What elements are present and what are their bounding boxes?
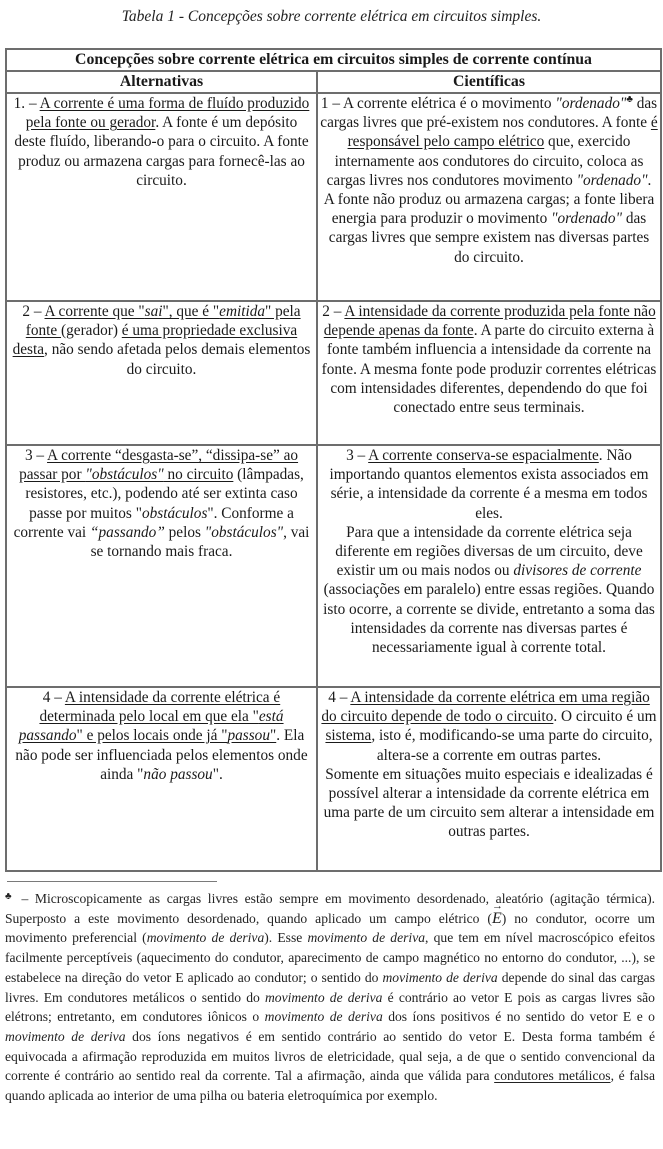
table-row: [6, 687, 661, 871]
cell-text: pelos: [164, 523, 205, 541]
underlined-text: sistema: [325, 727, 372, 745]
cell-text: , vai se tornando mais fraca.: [90, 523, 310, 561]
footnote-text: , que tem em nível macroscópico efeitos facilmente perceptíveis (aquecimento do condutor, aparecimento de campo magnético no entorno do condutor, ...), se estabelece na direção do vetor E aplicado ao condutor; o sentido do: [5, 930, 655, 985]
table-header-row: [6, 71, 661, 93]
underlined-text: é uma propriedade exclusiva desta: [12, 322, 298, 359]
italic-text: está passando: [18, 708, 284, 745]
underlined-text: é responsável pelo campo elétrico: [347, 114, 658, 151]
cell-text: .: [647, 171, 652, 189]
cell-text: A intensidade da corrente elétrica é determinada pelo local em que ela ": [39, 689, 281, 726]
alternative-conception-2: [6, 301, 317, 445]
footnote-text: ). Esse: [264, 930, 308, 946]
cell-text: . A fonte é um depósito deste fluído, liberando-o para o circuito. A fonte produz ou armazena cargas para fornecê-las ao circuito.: [14, 114, 309, 189]
cell-text: (lâmpadas, resistores, etc.), podendo até ser extinta caso passe por muitos ": [25, 466, 304, 522]
underlined-text: A corrente é uma forma de fluído produzido pela fonte ou gerador: [25, 95, 310, 132]
cell-text: . A parte do circuito externa à fonte também influencia a intensidade da corrente na fonte. A mesma fonte pode produzir correntes elétricas com intensidades diferentes, dependendo do que foi conectado entre seus terminais.: [321, 322, 657, 417]
scientific-conception-1: [317, 93, 661, 301]
italic-text: movimento de deriva: [146, 930, 265, 946]
cell-text: ". Conforme a corrente vai: [13, 504, 294, 541]
footnote-marker: ♣: [626, 93, 633, 105]
item-number: 4 –: [42, 689, 65, 706]
footnote-divider: [7, 881, 217, 882]
table-row: [6, 301, 661, 445]
column-header-alternativas: Alternativas: [6, 71, 317, 93]
item-number: 3 –: [24, 447, 48, 464]
cell-text: 1 – A corrente elétrica é o movimento: [320, 95, 556, 112]
cell-text: . Ela não pode ser influenciada pelos elementos onde ainda ": [15, 727, 308, 783]
cell-text: . Não importando quantos elementos exista associados em série, a intensidade da corrente é a mesma em todos eles.: [329, 447, 649, 522]
item-number: 1. –: [13, 95, 40, 112]
table-row: [6, 445, 661, 687]
alternative-conception-1: [6, 93, 317, 301]
cell-text: , não sendo afetada pelos demais elementos do circuito.: [44, 341, 311, 378]
cell-text: no circuito: [163, 466, 234, 484]
cell-text: " e pelos locais onde já ": [76, 727, 228, 745]
underlined-text: A corrente conserva-se espacialmente: [368, 447, 599, 464]
underlined-text: A intensidade da corrente produzida pela fonte não depende apenas da fonte: [323, 303, 656, 340]
underlined-text: condutores metálicos: [494, 1068, 611, 1084]
italic-text: “passando”: [90, 523, 165, 541]
cell-text: A fonte não produz ou armazena cargas; a fonte libera energia para produzir o movimento: [323, 191, 655, 228]
footnote-marker: ♣: [5, 891, 15, 902]
italic-text: movimento de deriva: [5, 1028, 126, 1044]
footnote-text: dos íons negativos é em sentido contrário ao sentido do vetor E. Desta forma também é equivocada a afirmação reproduzida em muitos livros de eletricidade, qual seja, a de que o sentido convencional da corrente é contrário ao sentido real da corrente. Tal a afirmação, ainda que válida para: [5, 1028, 655, 1084]
italic-text: emitida: [219, 303, 266, 320]
scientific-conception-3: [317, 445, 661, 687]
table-title: Concepções sobre corrente elétrica em circuitos simples de corrente contínua: [6, 49, 661, 71]
footnote-text: dos íons positivos é no sentido do vetor E e o: [382, 1009, 655, 1025]
table-title-row: [6, 49, 661, 71]
italic-text: passou: [227, 727, 270, 745]
italic-text: sai: [144, 303, 163, 320]
alternative-conception-3: [6, 445, 317, 687]
scientific-conception-2: [317, 301, 661, 445]
footnote-text: , é falsa quando aplicada ao interior de uma pilha ou bateria eletroquímica por exemplo.: [5, 1068, 655, 1104]
italic-text: obstáculos: [141, 504, 208, 522]
cell-text: das cargas livres que pré-existem nos condutores. A fonte: [320, 95, 658, 132]
cell-text: (gerador): [61, 322, 122, 340]
cell-text: que, exercido internamente aos condutores do circuito, coloca as cargas livres nos condutores movimento: [326, 133, 644, 189]
item-number: 2 –: [322, 303, 345, 320]
italic-text: não passou: [143, 765, 213, 783]
alternative-conception-4: [6, 687, 317, 871]
item-number: 4 –: [328, 689, 351, 706]
footnote-text: é contrário ao vetor E pois as cargas livres são elétrons; entretanto, em condutores iônicos o: [5, 989, 655, 1025]
scientific-conception-4: [317, 687, 661, 871]
conceptions-table: [5, 48, 662, 872]
item-number: 3 –: [346, 447, 369, 464]
italic-text: movimento de deriva: [382, 969, 498, 985]
cell-text: ": [269, 727, 277, 745]
italic-text: "obstáculos": [204, 523, 284, 541]
footnote-text: depende do sinal das cargas livres. Em condutores metálicos o sentido do: [5, 969, 655, 1005]
italic-text: movimento de deriva: [264, 989, 383, 1005]
cell-text: Para que a intensidade da corrente elétrica seja diferente em regiões diversas de um circuito, deve existir um ou mais nodos ou: [335, 523, 643, 580]
cell-text: A corrente que ": [44, 303, 145, 320]
italic-text: divisores de corrente: [513, 562, 642, 580]
electric-field-vector: → E: [492, 909, 502, 929]
column-header-cientificas: Científicas: [317, 71, 661, 93]
table-row: [6, 93, 661, 301]
underlined-text: A intensidade da corrente elétrica em uma região do circuito depende de todo o circuito: [321, 689, 650, 726]
italic-text: "ordenado": [555, 95, 627, 112]
cell-text: . O circuito é um: [553, 708, 657, 726]
item-number: 2 –: [22, 303, 45, 320]
cell-text: " pela fonte: [25, 303, 301, 340]
italic-text: "ordenado": [551, 210, 623, 228]
table-caption: Tabela 1 - Concepções sobre corrente elétrica em circuitos simples.: [121, 8, 542, 25]
cell-text: A corrente “desgasta-se”, “dissipa-se” ao passar por: [19, 447, 299, 484]
italic-text: "ordenado": [576, 171, 648, 189]
footnote: [5, 889, 655, 1106]
cell-text: das cargas livres que sempre existem nas diversas partes do circuito.: [328, 210, 650, 266]
footnote-text: ) no condutor, ocorre um movimento preferencial (: [5, 910, 655, 946]
italic-text: "obstáculos": [85, 466, 164, 484]
footnote-text: – Microscopicamente as cargas livres estão sempre em movimento desordenado, aleatório (agitação térmica). Superposto a este movimento desordenado, quando aplicado um campo elétrico (: [5, 891, 655, 926]
cell-text: ", que é ": [162, 303, 220, 320]
italic-text: movimento de deriva: [264, 1009, 383, 1025]
cell-text: (associações em paralelo) entre essas regiões. Quando isto ocorre, a corrente se divide, entretanto a soma das intensidades da corrente nas diversas partes é necessariamente igual à corrente total.: [323, 581, 655, 657]
italic-text: movimento de deriva: [307, 930, 426, 946]
cell-text: , isto é, modificando-se uma parte do circuito, altera-se a corrente em outras partes.: [371, 727, 653, 764]
cell-text: Somente em situações muito especiais e idealizadas é possível alterar a intensidade da corrente elétrica em uma parte de um circuito sem alterar a intensidade em outras partes.: [323, 765, 655, 841]
cell-text: ".: [212, 765, 223, 783]
